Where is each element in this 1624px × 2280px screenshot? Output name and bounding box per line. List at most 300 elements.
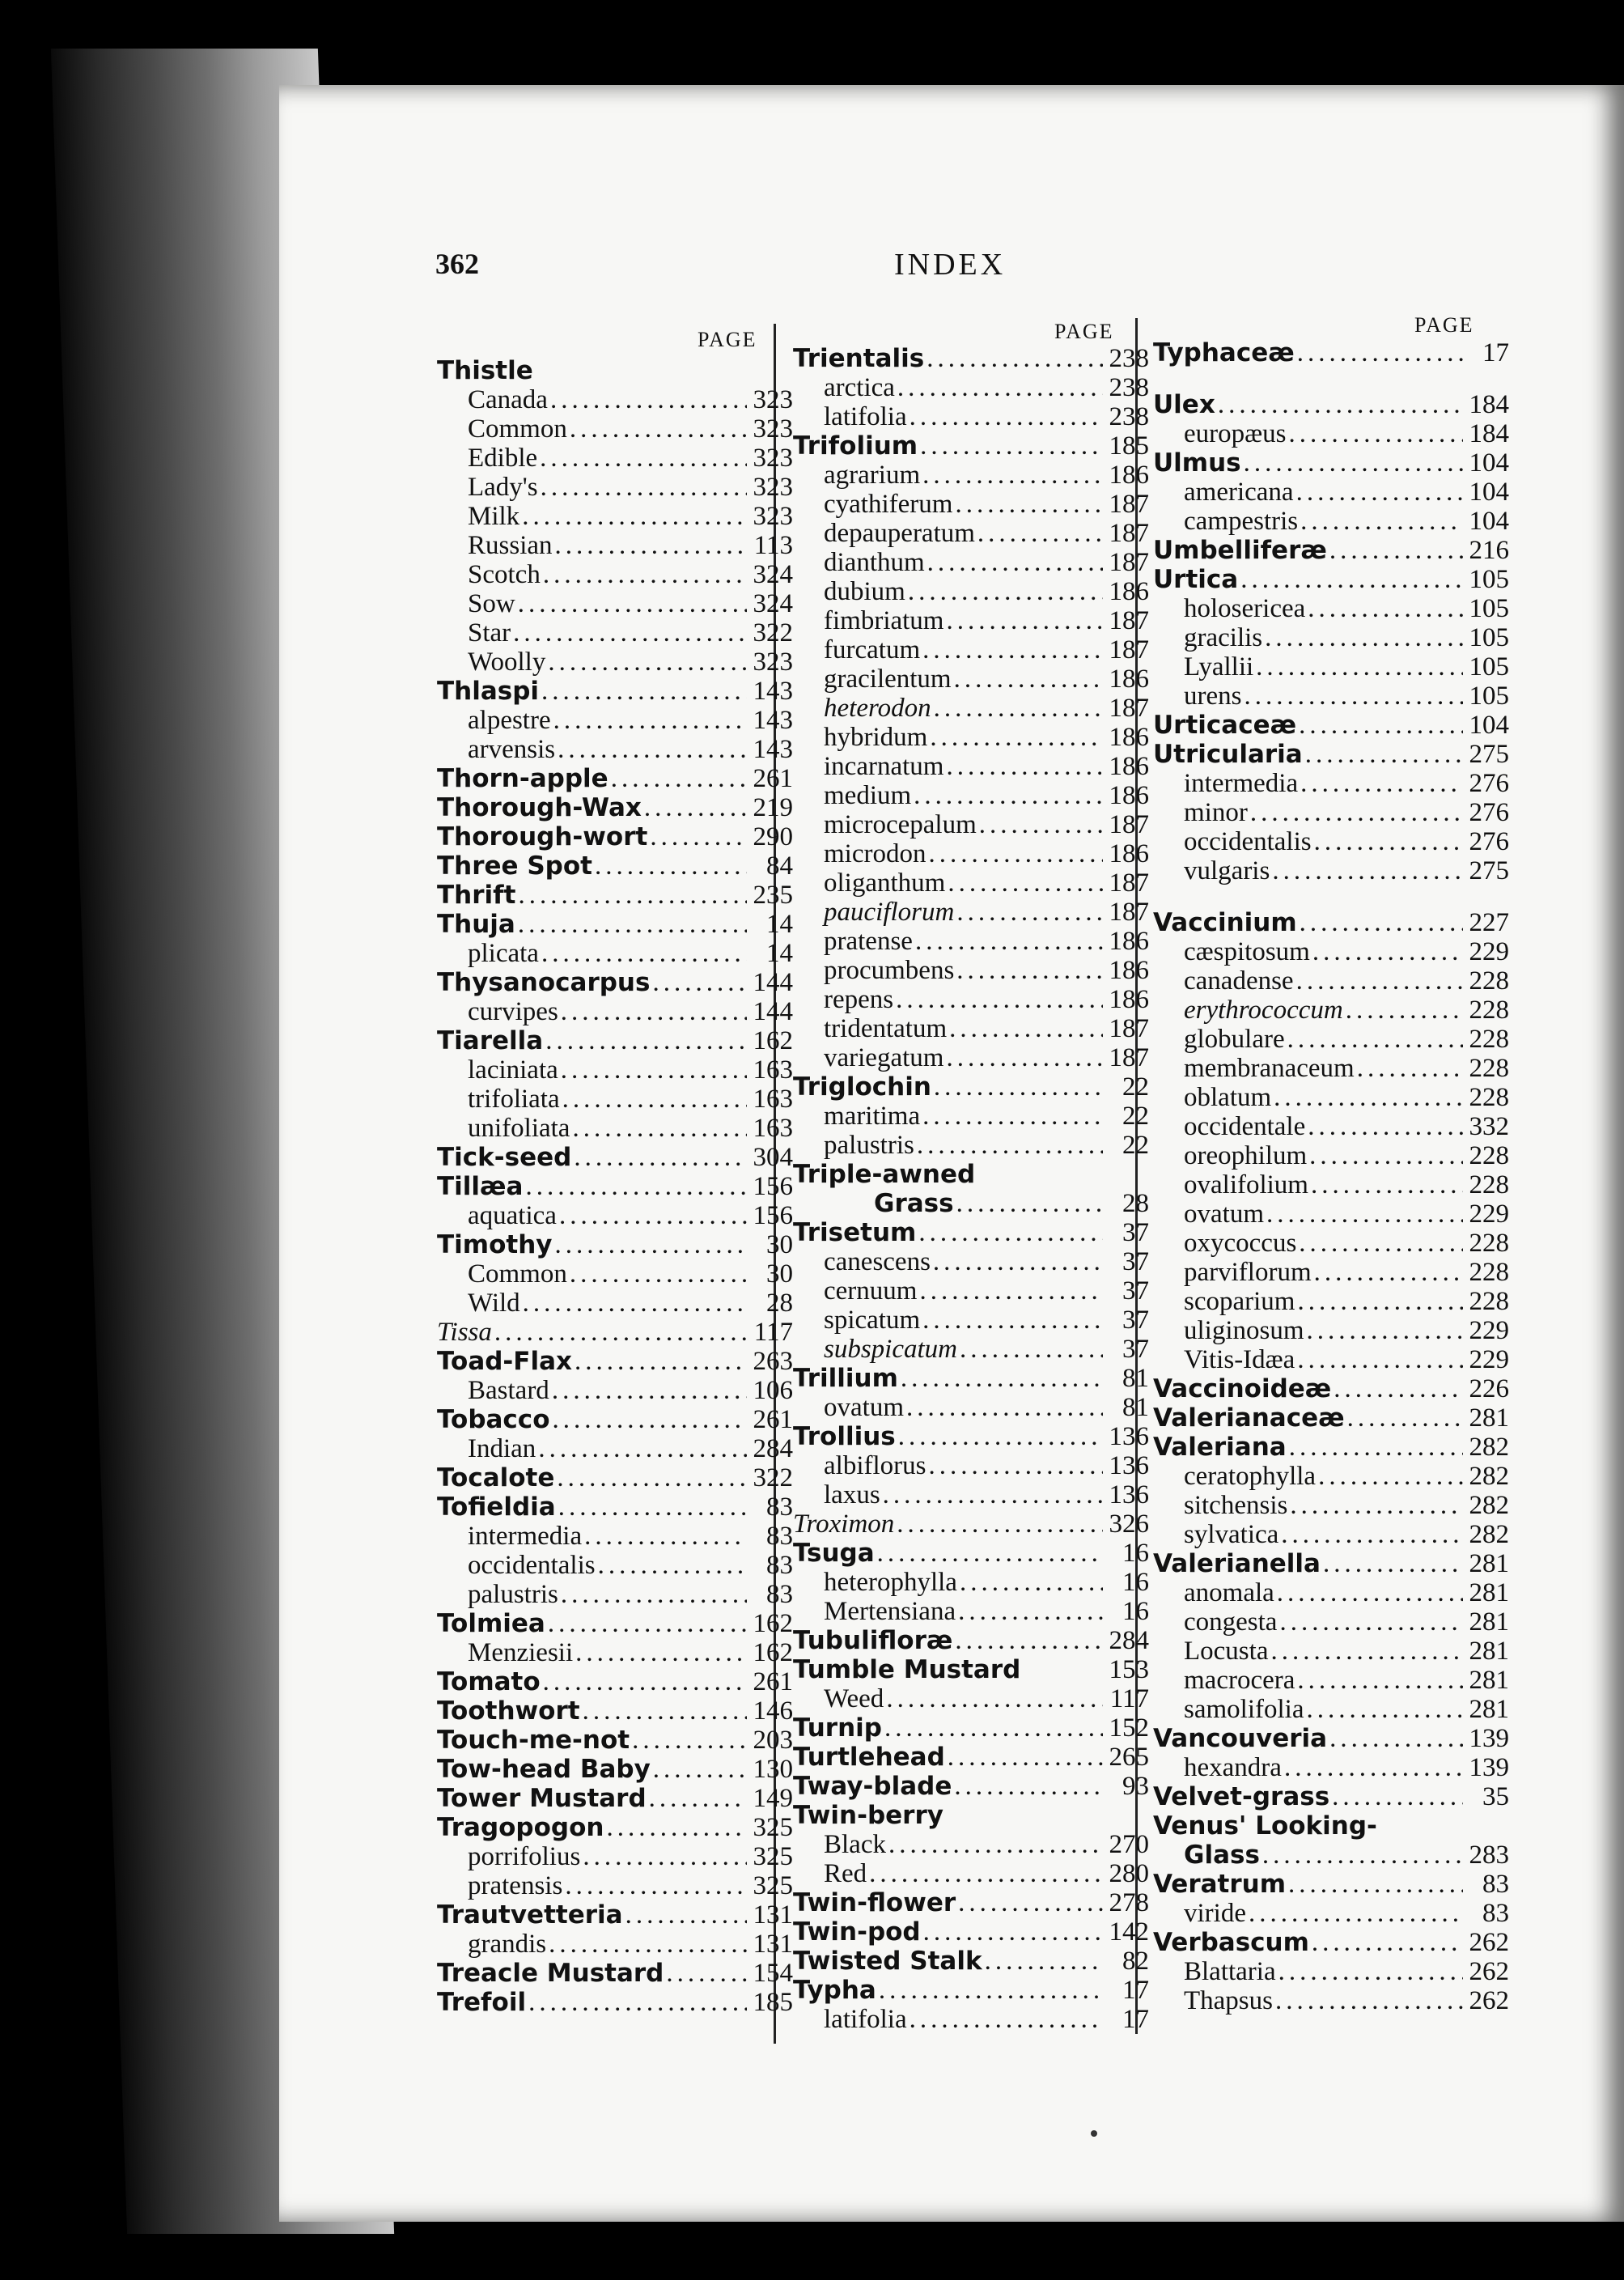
leader-dots — [946, 1043, 1103, 1072]
index-subentry — [793, 839, 1149, 868]
leader-dots — [575, 1347, 747, 1376]
leader-dots — [1244, 448, 1463, 478]
leader-dots — [1249, 1899, 1463, 1928]
leader-dots — [518, 589, 747, 618]
leader-dots — [562, 1085, 747, 1114]
index-subentry — [1153, 937, 1509, 966]
leader-dots — [1240, 565, 1463, 594]
entry-term: latifolia — [824, 2005, 907, 2034]
entry-term: pratense — [824, 927, 913, 956]
entry-term: trifoliata — [468, 1085, 560, 1114]
index-subentry — [1153, 1287, 1509, 1316]
leader-dots — [922, 1102, 1103, 1131]
leader-dots — [606, 1813, 747, 1842]
entry-page-number: 83 — [1482, 1870, 1509, 1899]
entry-term: grandis — [468, 1930, 547, 1959]
index-heading-entry — [793, 1947, 1149, 1976]
entry-page-number: 284 — [753, 1434, 793, 1463]
entry-term: Tow-head Baby — [437, 1755, 651, 1784]
entry-page-number: 304 — [753, 1143, 793, 1172]
entry-page-number: 37 — [1122, 1306, 1149, 1335]
leader-dots — [915, 927, 1103, 956]
leader-dots — [543, 560, 747, 589]
leader-dots — [575, 1638, 747, 1667]
leader-dots — [1287, 1025, 1463, 1054]
index-subentry — [437, 1580, 793, 1609]
entry-term: dubium — [824, 577, 905, 606]
entry-page-number: 275 — [1469, 740, 1509, 769]
index-subentry — [793, 2005, 1149, 2034]
index-subentry — [1153, 856, 1509, 885]
entry-page-number: 276 — [1469, 798, 1509, 827]
leader-dots — [1332, 1782, 1463, 1811]
index-column-2 — [793, 344, 1149, 2034]
entry-term: heterophylla — [824, 1568, 957, 1597]
entry-term: cyathiferum — [824, 490, 953, 519]
leader-dots — [977, 519, 1103, 548]
entry-page-number: 187 — [1109, 1043, 1149, 1072]
leader-dots — [1289, 1433, 1463, 1462]
leader-dots — [653, 1755, 747, 1784]
entry-page-number: 263 — [753, 1347, 793, 1376]
entry-page-number: 131 — [753, 1900, 793, 1930]
leader-dots — [877, 1539, 1103, 1568]
entry-page-number: 105 — [1469, 594, 1509, 623]
entry-page-number: 229 — [1469, 937, 1509, 966]
index-subentry — [793, 1451, 1149, 1480]
index-heading-entry — [793, 1539, 1149, 1568]
leader-dots — [649, 1784, 747, 1813]
entry-term: procumbens — [824, 956, 955, 985]
entry-page-number: 324 — [753, 589, 793, 618]
entry-page-number: 282 — [1469, 1433, 1509, 1462]
entry-page-number: 323 — [753, 647, 793, 677]
leader-dots — [1297, 1345, 1463, 1374]
leader-dots — [583, 1842, 747, 1871]
leader-dots — [869, 1859, 1103, 1888]
entry-term: Valeriana — [1153, 1433, 1287, 1462]
entry-page-number: 323 — [753, 444, 793, 473]
entry-term: Lyallii — [1184, 652, 1254, 681]
entry-page-number: 187 — [1109, 519, 1149, 548]
index-heading-entry — [793, 1743, 1149, 1772]
entry-page-number: 276 — [1469, 769, 1509, 798]
entry-page-number: 280 — [1109, 1859, 1149, 1888]
entry-term: anomala — [1184, 1578, 1274, 1607]
entry-term: Veratrum — [1153, 1870, 1287, 1899]
leader-dots — [1312, 1928, 1463, 1957]
leader-dots — [1334, 1374, 1463, 1403]
leader-dots — [958, 1597, 1103, 1626]
entry-term: Blattaria — [1184, 1957, 1276, 1986]
index-subentry — [793, 1393, 1149, 1422]
index-subentry — [1153, 1316, 1509, 1345]
entry-term: Toad-Flax — [437, 1347, 573, 1376]
index-heading-entry — [793, 1713, 1149, 1743]
leader-dots — [1329, 1724, 1463, 1753]
entry-page-number: 187 — [1109, 898, 1149, 927]
entry-page-number: 284 — [1109, 1626, 1149, 1655]
index-heading-entry — [437, 356, 793, 385]
leader-dots — [910, 2005, 1103, 2034]
entry-page-number: 229 — [1469, 1345, 1509, 1374]
entry-term: occidentalis — [468, 1551, 596, 1580]
entry-page-number: 187 — [1109, 868, 1149, 898]
leader-dots — [1262, 1841, 1463, 1870]
entry-term: Thorough-wort — [437, 822, 648, 851]
entry-term: Common — [468, 414, 567, 444]
entry-page-number: 104 — [1469, 478, 1509, 507]
index-subentry — [437, 560, 793, 589]
entry-term: Vitis-Idæa — [1184, 1345, 1295, 1374]
entry-term: ovatum — [824, 1393, 904, 1422]
leader-dots — [1314, 827, 1463, 856]
leader-dots — [930, 723, 1103, 752]
entry-term: congesta — [1184, 1607, 1278, 1637]
index-subentry — [793, 490, 1149, 519]
page-title: INDEX — [894, 248, 1007, 282]
entry-term: Valerianaceæ — [1153, 1403, 1345, 1433]
leader-dots — [958, 1888, 1103, 1917]
leader-dots — [1272, 856, 1463, 885]
entry-term: Twin-pod — [793, 1917, 921, 1947]
entry-term: Velvet-grass — [1153, 1782, 1330, 1811]
entry-page-number: 187 — [1109, 810, 1149, 839]
index-heading-entry — [437, 1755, 793, 1784]
entry-term: Thlaspi — [437, 677, 540, 706]
index-heading-entry — [793, 1917, 1149, 1947]
index-subentry — [793, 1830, 1149, 1859]
leader-dots — [1279, 1607, 1463, 1637]
index-subentry — [437, 1376, 793, 1405]
index-subentry — [1153, 1753, 1509, 1782]
index-heading-entry — [1153, 1928, 1509, 1957]
leader-dots — [919, 1276, 1103, 1306]
index-heading-entry — [437, 881, 793, 910]
index-subentry — [793, 956, 1149, 985]
entry-page-number: 37 — [1122, 1335, 1149, 1364]
entry-page-number: 162 — [753, 1609, 793, 1638]
leader-dots — [954, 1772, 1103, 1801]
entry-page-number: 275 — [1469, 856, 1509, 885]
entry-page-number: 332 — [1469, 1112, 1509, 1141]
entry-page-number: 130 — [753, 1755, 793, 1784]
leader-dots — [644, 793, 747, 822]
entry-page-number: 144 — [753, 997, 793, 1026]
entry-page-number: 105 — [1469, 623, 1509, 652]
entry-page-number: 186 — [1109, 927, 1149, 956]
index-subentry — [1153, 1578, 1509, 1607]
index-subentry — [437, 1930, 793, 1959]
entry-term: Trollius — [793, 1422, 896, 1451]
index-subentry — [1153, 1491, 1509, 1520]
section-gap — [1153, 367, 1509, 390]
leader-dots — [558, 735, 747, 764]
entry-term: globulare — [1184, 1025, 1285, 1054]
index-subentry — [1153, 478, 1509, 507]
index-subentry — [1153, 1170, 1509, 1199]
entry-page-number: 186 — [1109, 461, 1149, 490]
leader-dots — [541, 473, 747, 502]
index-heading-entry — [793, 1189, 1149, 1218]
entry-term: Ulmus — [1153, 448, 1241, 478]
leader-dots — [555, 531, 747, 560]
leader-dots — [583, 1696, 747, 1726]
leader-dots — [570, 1259, 747, 1289]
index-heading-entry — [1153, 1403, 1509, 1433]
entry-page-number: 30 — [766, 1259, 793, 1289]
entry-page-number: 186 — [1109, 985, 1149, 1014]
index-subentry — [437, 1114, 793, 1143]
index-heading-entry — [1153, 1870, 1509, 1899]
entry-term: intermedia — [468, 1522, 583, 1551]
index-subentry — [437, 1842, 793, 1871]
entry-term: oblatum — [1184, 1083, 1272, 1112]
entry-page-number: 228 — [1469, 996, 1509, 1025]
entry-term: occidentale — [1184, 1112, 1306, 1141]
index-heading-entry — [437, 1988, 793, 2017]
index-subentry — [793, 927, 1149, 956]
leader-dots — [1289, 419, 1464, 448]
index-subentry — [1153, 769, 1509, 798]
index-heading-entry — [437, 764, 793, 793]
index-subentry — [793, 1480, 1149, 1509]
entry-page-number: 37 — [1122, 1247, 1149, 1276]
index-subentry — [1153, 1607, 1509, 1637]
entry-page-number: 184 — [1469, 390, 1509, 419]
entry-page-number: 28 — [1122, 1189, 1149, 1218]
entry-page-number: 229 — [1469, 1316, 1509, 1345]
leader-dots — [1329, 536, 1463, 565]
entry-page-number: 276 — [1469, 827, 1509, 856]
index-heading-entry — [437, 1172, 793, 1201]
entry-term: Tillæa — [437, 1172, 524, 1201]
index-subentry — [1153, 1141, 1509, 1170]
entry-term: Urticaceæ — [1153, 711, 1297, 740]
index-heading-entry — [437, 1813, 793, 1842]
index-subentry — [1153, 1229, 1509, 1258]
entry-term: Wild — [468, 1289, 520, 1318]
leader-dots — [1318, 1462, 1463, 1491]
leader-dots — [914, 781, 1103, 810]
entry-term: oreophilum — [1184, 1141, 1308, 1170]
leader-dots — [494, 1318, 747, 1347]
entry-term: scoparium — [1184, 1287, 1295, 1316]
index-heading-entry — [1153, 448, 1509, 478]
entry-term: variegatum — [824, 1043, 944, 1072]
entry-page-number: 238 — [1109, 373, 1149, 402]
index-heading-entry — [437, 677, 793, 706]
leader-dots — [883, 1480, 1103, 1509]
index-subentry — [437, 1522, 793, 1551]
index-heading-entry — [793, 1218, 1149, 1247]
entry-term: Black — [824, 1830, 886, 1859]
leader-dots — [1300, 908, 1463, 937]
entry-term: Turnip — [793, 1713, 882, 1743]
entry-page-number: 17 — [1122, 2005, 1149, 2034]
index-heading-entry — [437, 1696, 793, 1726]
entry-page-number: 139 — [1469, 1724, 1509, 1753]
entry-term: Woolly — [468, 647, 546, 677]
entry-term: porrifolius — [468, 1842, 581, 1871]
entry-term: Toothwort — [437, 1696, 580, 1726]
entry-page-number: 136 — [1109, 1480, 1149, 1509]
index-subentry — [437, 939, 793, 968]
leader-dots — [886, 1684, 1103, 1713]
entry-term: Sow — [468, 589, 515, 618]
entry-term: Trautvetteria — [437, 1900, 623, 1930]
leader-dots — [1218, 390, 1463, 419]
entry-term: canescens — [824, 1247, 931, 1276]
index-heading-entry — [793, 1422, 1149, 1451]
index-subentry — [437, 997, 793, 1026]
entry-term: Valerianella — [1153, 1549, 1321, 1578]
entry-page-number: 14 — [766, 939, 793, 968]
index-subentry — [1153, 1199, 1509, 1229]
leader-dots — [910, 402, 1103, 431]
entry-page-number: 143 — [753, 735, 793, 764]
entry-page-number: 290 — [753, 822, 793, 851]
entry-page-number: 117 — [1109, 1684, 1149, 1713]
index-heading-entry — [1153, 1724, 1509, 1753]
index-subentry — [793, 1276, 1149, 1306]
entry-term: hybridum — [824, 723, 928, 752]
leader-dots — [541, 677, 747, 706]
entry-term: gracilis — [1184, 623, 1263, 652]
leader-dots — [1346, 996, 1463, 1025]
entry-term: medium — [824, 781, 912, 810]
index-heading-entry — [1153, 740, 1509, 769]
entry-page-number: 278 — [1109, 1888, 1149, 1917]
entry-term: Scotch — [468, 560, 541, 589]
entry-page-number: 187 — [1109, 1014, 1149, 1043]
index-heading-entry — [793, 1072, 1149, 1102]
index-heading-entry — [437, 968, 793, 997]
index-heading-entry — [793, 1626, 1149, 1655]
entry-page-number: 323 — [753, 502, 793, 531]
index-heading-entry — [793, 1160, 1149, 1189]
index-subentry — [793, 606, 1149, 635]
leader-dots — [522, 502, 747, 531]
entry-term: Trillium — [793, 1364, 898, 1393]
entry-term: Menziesii — [468, 1638, 574, 1667]
entry-page-number: 16 — [1122, 1568, 1149, 1597]
column-1-page-label: PAGE — [698, 328, 757, 351]
index-subentry — [1153, 1695, 1509, 1724]
index-column-3 — [1153, 338, 1509, 2015]
entry-term: maritima — [824, 1102, 921, 1131]
leader-dots — [1309, 1141, 1463, 1170]
entry-page-number: 185 — [1109, 431, 1149, 461]
index-subentry — [437, 589, 793, 618]
index-subentry — [437, 1289, 793, 1318]
leader-dots — [918, 1218, 1103, 1247]
index-subentry — [437, 647, 793, 677]
leader-dots — [1306, 1695, 1463, 1724]
index-subentry — [793, 1306, 1149, 1335]
entry-term: Thrift — [437, 881, 516, 910]
entry-page-number: 106 — [753, 1376, 793, 1405]
entry-page-number: 325 — [753, 1871, 793, 1900]
entry-term: agrarium — [824, 461, 921, 490]
index-heading-entry — [793, 1364, 1149, 1393]
index-subentry — [793, 898, 1149, 927]
index-subentry — [793, 577, 1149, 606]
index-subentry — [1153, 1258, 1509, 1287]
entry-page-number: 144 — [753, 968, 793, 997]
entry-page-number: 228 — [1469, 1054, 1509, 1083]
entry-page-number: 162 — [753, 1638, 793, 1667]
entry-page-number: 228 — [1469, 1025, 1509, 1054]
entry-term: laxus — [824, 1480, 880, 1509]
entry-page-number: 81 — [1122, 1364, 1149, 1393]
entry-term: Grass — [874, 1189, 954, 1218]
leader-dots — [625, 1900, 747, 1930]
leader-dots — [949, 1014, 1103, 1043]
entry-term: microdon — [824, 839, 926, 868]
index-column-1 — [437, 356, 793, 2017]
entry-term: Timothy — [437, 1230, 553, 1259]
leader-dots — [1275, 1986, 1463, 2015]
leader-dots — [518, 881, 747, 910]
entry-page-number: 104 — [1469, 507, 1509, 536]
index-subentry — [793, 1597, 1149, 1626]
entry-page-number: 153 — [1109, 1655, 1149, 1684]
leader-dots — [928, 1451, 1103, 1480]
index-subentry — [793, 1684, 1149, 1713]
index-heading-entry — [437, 1405, 793, 1434]
index-subentry — [437, 1085, 793, 1114]
index-subentry — [1153, 1345, 1509, 1374]
entry-page-number: 323 — [753, 385, 793, 414]
index-subentry — [437, 735, 793, 764]
entry-term: Tissa — [437, 1318, 492, 1347]
leader-dots — [1265, 623, 1463, 652]
entry-term: Vancouveria — [1153, 1724, 1328, 1753]
leader-dots — [557, 1463, 747, 1492]
entry-page-number: 325 — [753, 1813, 793, 1842]
leader-dots — [553, 1405, 748, 1434]
entry-page-number: 142 — [1109, 1917, 1149, 1947]
entry-page-number: 238 — [1109, 344, 1149, 373]
entry-term: dianthum — [824, 548, 925, 577]
leader-dots — [1312, 937, 1463, 966]
leader-dots — [923, 1917, 1103, 1947]
entry-term: Verbascum — [1153, 1928, 1309, 1957]
entry-term: oliganthum — [824, 868, 946, 898]
entry-page-number: 17 — [1122, 1976, 1149, 2005]
entry-page-number: 105 — [1469, 565, 1509, 594]
index-subentry — [437, 531, 793, 560]
entry-term: samolifolia — [1184, 1695, 1304, 1724]
entry-page-number: 186 — [1109, 839, 1149, 868]
index-subentry — [1153, 652, 1509, 681]
entry-page-number: 324 — [753, 560, 793, 589]
entry-page-number: 187 — [1109, 694, 1149, 723]
entry-term: depauperatum — [824, 519, 975, 548]
leader-dots — [948, 868, 1103, 898]
leader-dots — [1250, 798, 1463, 827]
entry-page-number: 326 — [1109, 1509, 1149, 1539]
entry-term: ceratophylla — [1184, 1462, 1317, 1491]
entry-page-number: 281 — [1469, 1637, 1509, 1666]
entry-page-number: 228 — [1469, 1287, 1509, 1316]
entry-term: Trefoil — [437, 1988, 527, 2017]
entry-term: laciniata — [468, 1055, 558, 1085]
entry-term: Bastard — [468, 1376, 549, 1405]
index-subentry — [1153, 681, 1509, 711]
entry-term: Tubulifloræ — [793, 1626, 953, 1655]
